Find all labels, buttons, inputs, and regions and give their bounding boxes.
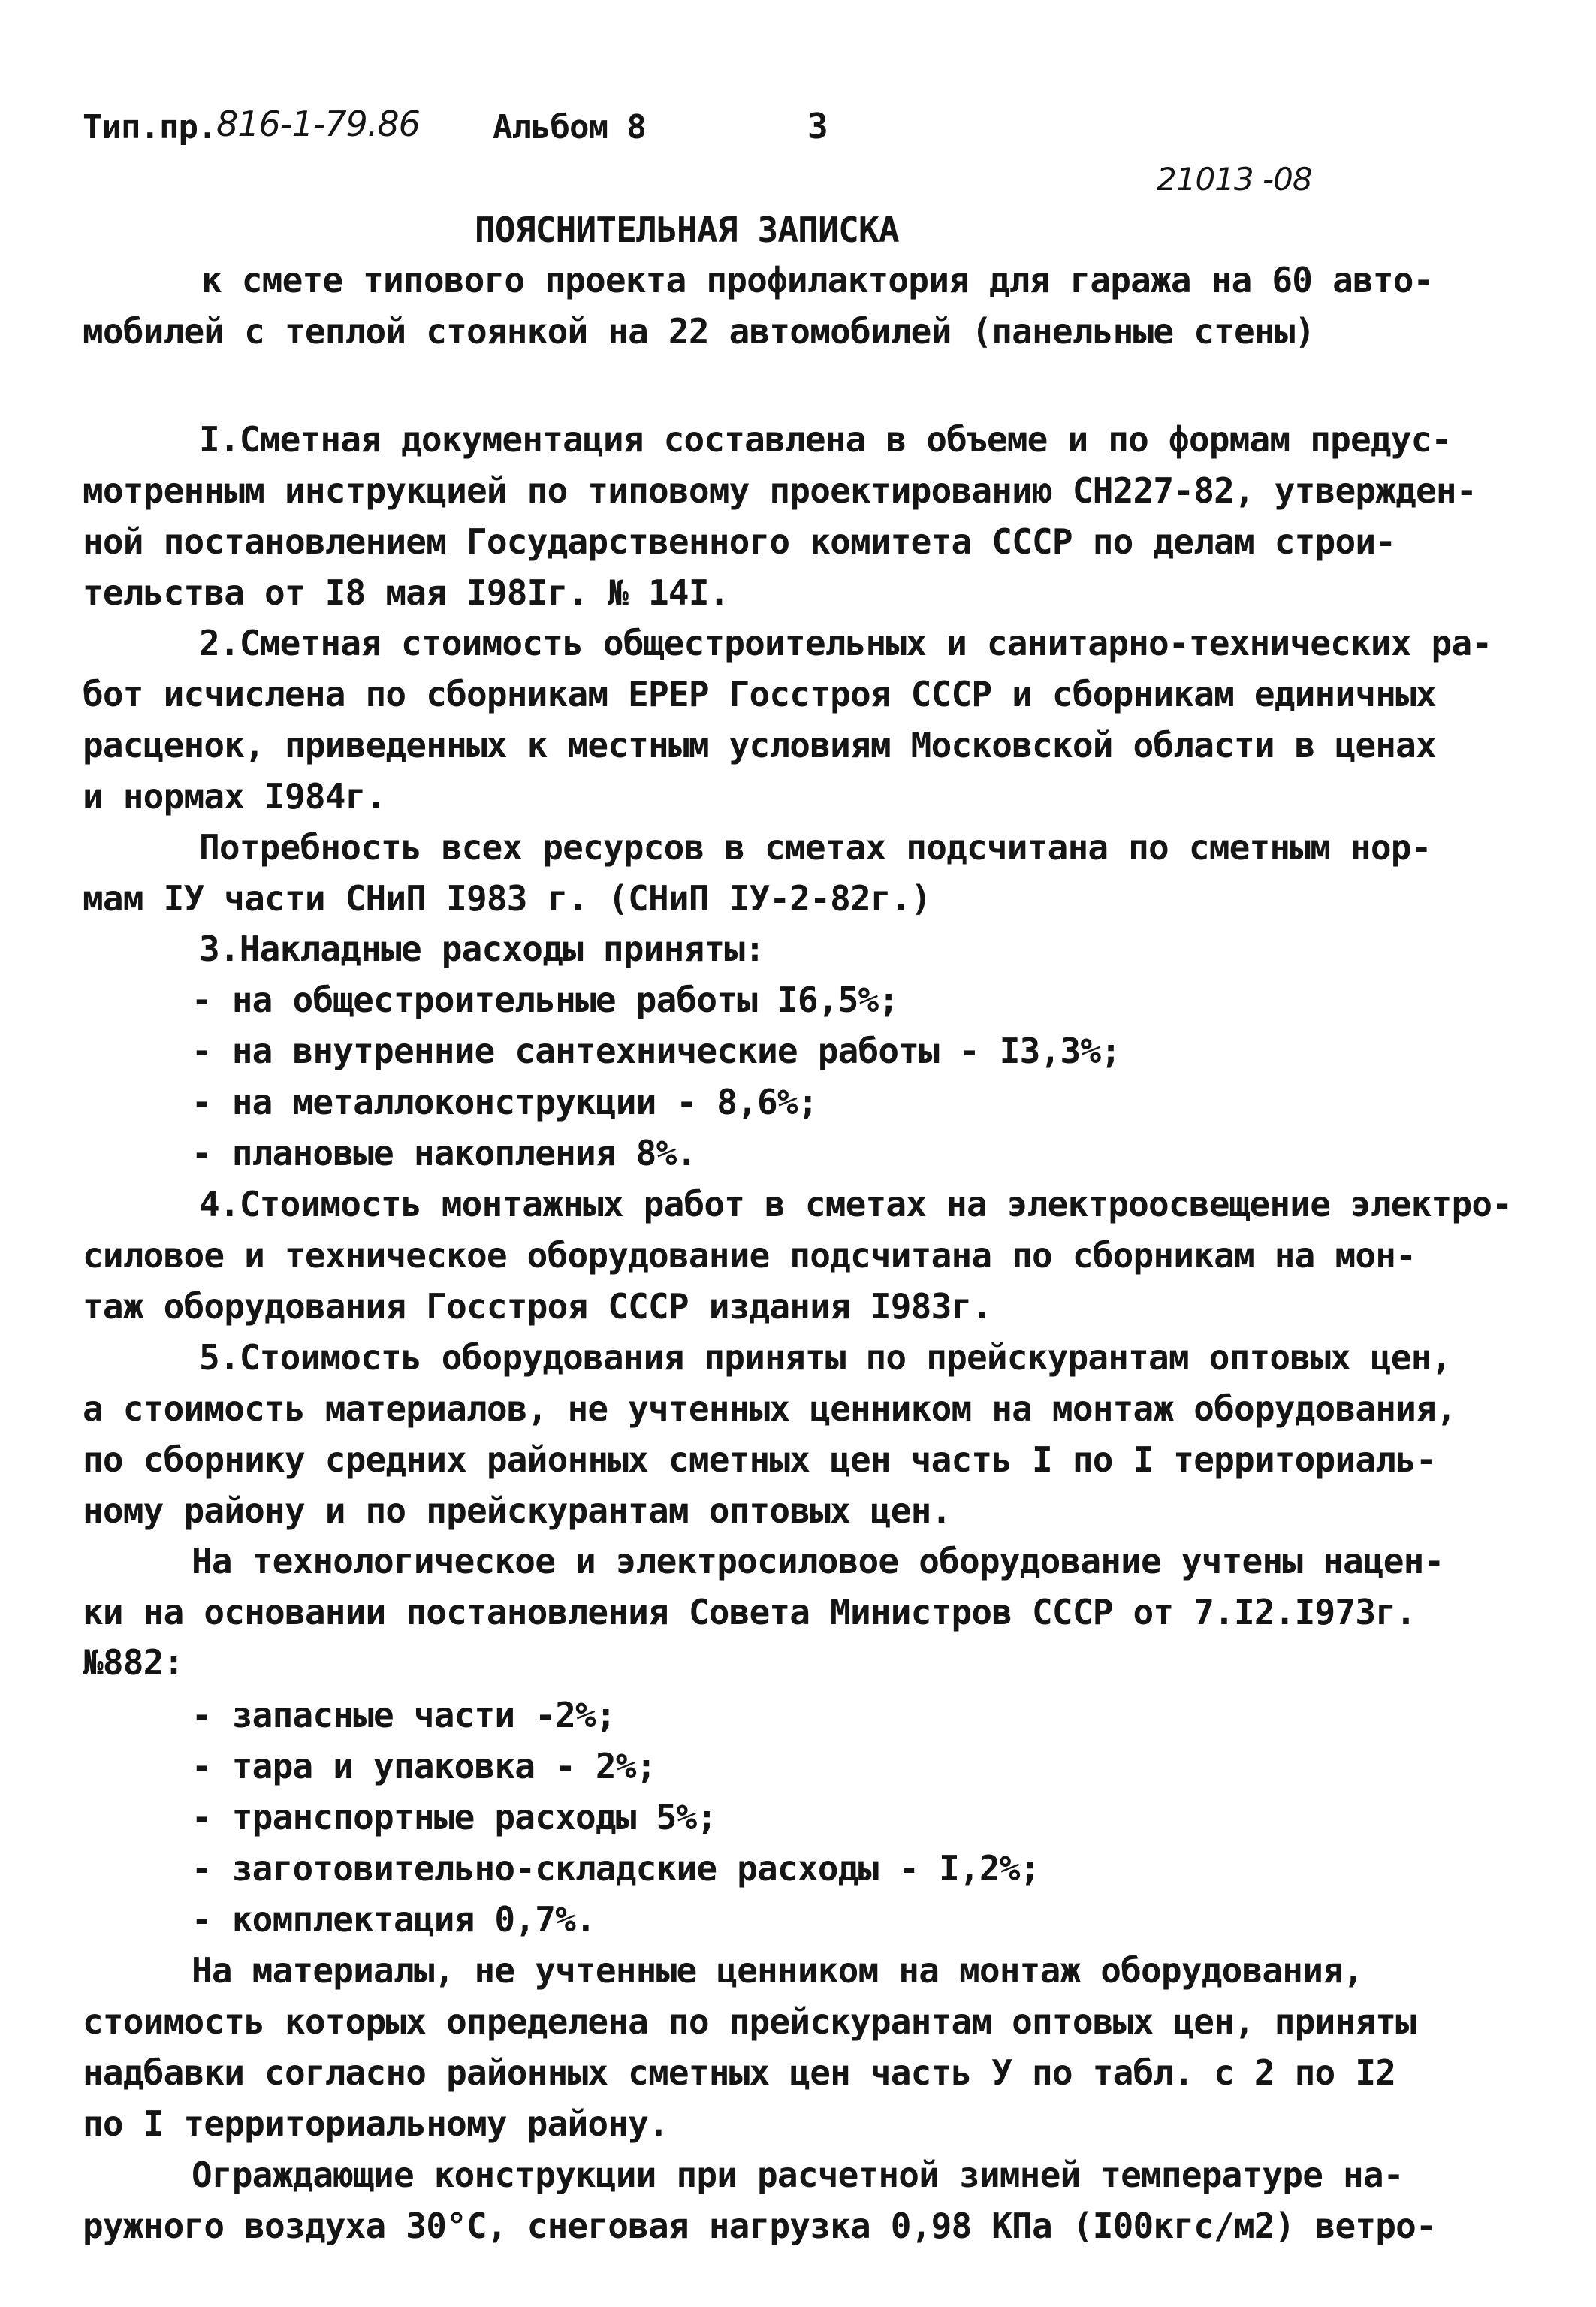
body-line: - тара и упаковка - 2%; [192,1746,656,1786]
body-line: 3.Накладные расходы приняты: [199,929,765,969]
album-label: Альбом 8 [493,108,646,146]
body-line: - на общестроительные работы I6,5%; [192,980,899,1020]
body-line: - комплектация 0,7%. [192,1899,596,1940]
body-line: - плановые накопления 8%. [192,1133,697,1173]
body-line: 2.Сметная стоимость общестроительных и санитарно-технических ра- [199,623,1492,663]
body-line: Ограждающие конструкции при расчетной зимней температуре на- [192,2155,1404,2195]
body-line: I.Сметная документация составлена в объеме и по формам предус- [199,419,1452,460]
body-line: - на внутренние сантехнические работы - I3,3%; [192,1031,1121,1071]
body-line: и нормах I984г. [83,776,386,817]
document-number: 21013 -08 [1157,161,1312,198]
body-line: бот исчислена по сборникам ЕРЕР Госстроя СССР и сборникам единичных [83,674,1436,714]
body-line: надбавки согласно районных сметных цен часть У по табл. с 2 по I2 [83,2052,1396,2093]
body-line: мотренным инструкцией по типовому проектированию СН227-82, утвержден- [83,470,1477,511]
project-number: 816-1-79.86 [216,104,420,144]
body-line: по I территориальному району. [83,2103,668,2144]
body-line: - транспортные расходы 5%; [192,1797,717,1837]
body-line: а стоимость материалов, не учтенных ценником на монтаж оборудования, [83,1388,1456,1429]
subtitle-line: мобилей с теплой стоянкой на 22 автомобилей (панельные стены) [83,311,1315,352]
body-line: расценок, приведенных к местным условиям Московской области в ценах [83,725,1436,765]
body-line: - заготовительно-складские расходы - I,2%; [192,1848,1040,1889]
body-line: таж оборудования Госстроя СССР издания I983г. [83,1286,992,1327]
body-line: ной постановлением Государственного комитета СССР по делам строи- [83,521,1396,562]
body-line: стоимость которых определена по прейскурантам оптовых цен, приняты [83,2001,1416,2042]
header-prefix: Тип.пр. [83,108,217,146]
body-line: силовое и техническое оборудование подсчитана по сборникам на мон- [83,1235,1416,1276]
body-line: 4.Стоимость монтажных работ в сметах на электроосвещение электро- [199,1184,1513,1224]
body-line: На материалы, не учтенные ценником на монтаж оборудования, [192,1950,1363,1991]
subtitle-line: к смете типового проекта профилактория для гаража на 60 авто- [201,260,1434,300]
body-line: ки на основании постановления Совета Министров СССР от 7.I2.I973г. [83,1592,1416,1632]
body-line: тельства от I8 мая I98Iг. № 14I. [83,572,729,613]
body-line: На технологическое и электросиловое оборудование учтены нацен- [192,1541,1444,1581]
body-line: - запасные части -2%; [192,1695,616,1735]
page-number: 3 [807,106,828,146]
page-title: ПОЯСНИТЕЛЬНАЯ ЗАПИСКА [475,210,899,250]
body-line: 5.Стоимость оборудования приняты по прейскурантам оптовых цен, [199,1337,1452,1378]
body-line: №882: [83,1642,184,1683]
body-line: ному району и по прейскурантам оптовых цен. [83,1490,952,1531]
body-line: - на металлоконструкции - 8,6%; [192,1082,818,1122]
body-line: ружного воздуха 30°С, снеговая нагрузка 0,98 КПа (I00кгс/м2) ветро- [83,2206,1436,2246]
body-line: Потребность всех ресурсов в сметах подсчитана по сметным нор- [199,827,1432,868]
body-line: мам IУ части СНиП I983 г. (СНиП IУ-2-82г.) [83,878,931,919]
body-line: по сборнику средних районных сметных цен часть I по I территориаль- [83,1439,1436,1480]
